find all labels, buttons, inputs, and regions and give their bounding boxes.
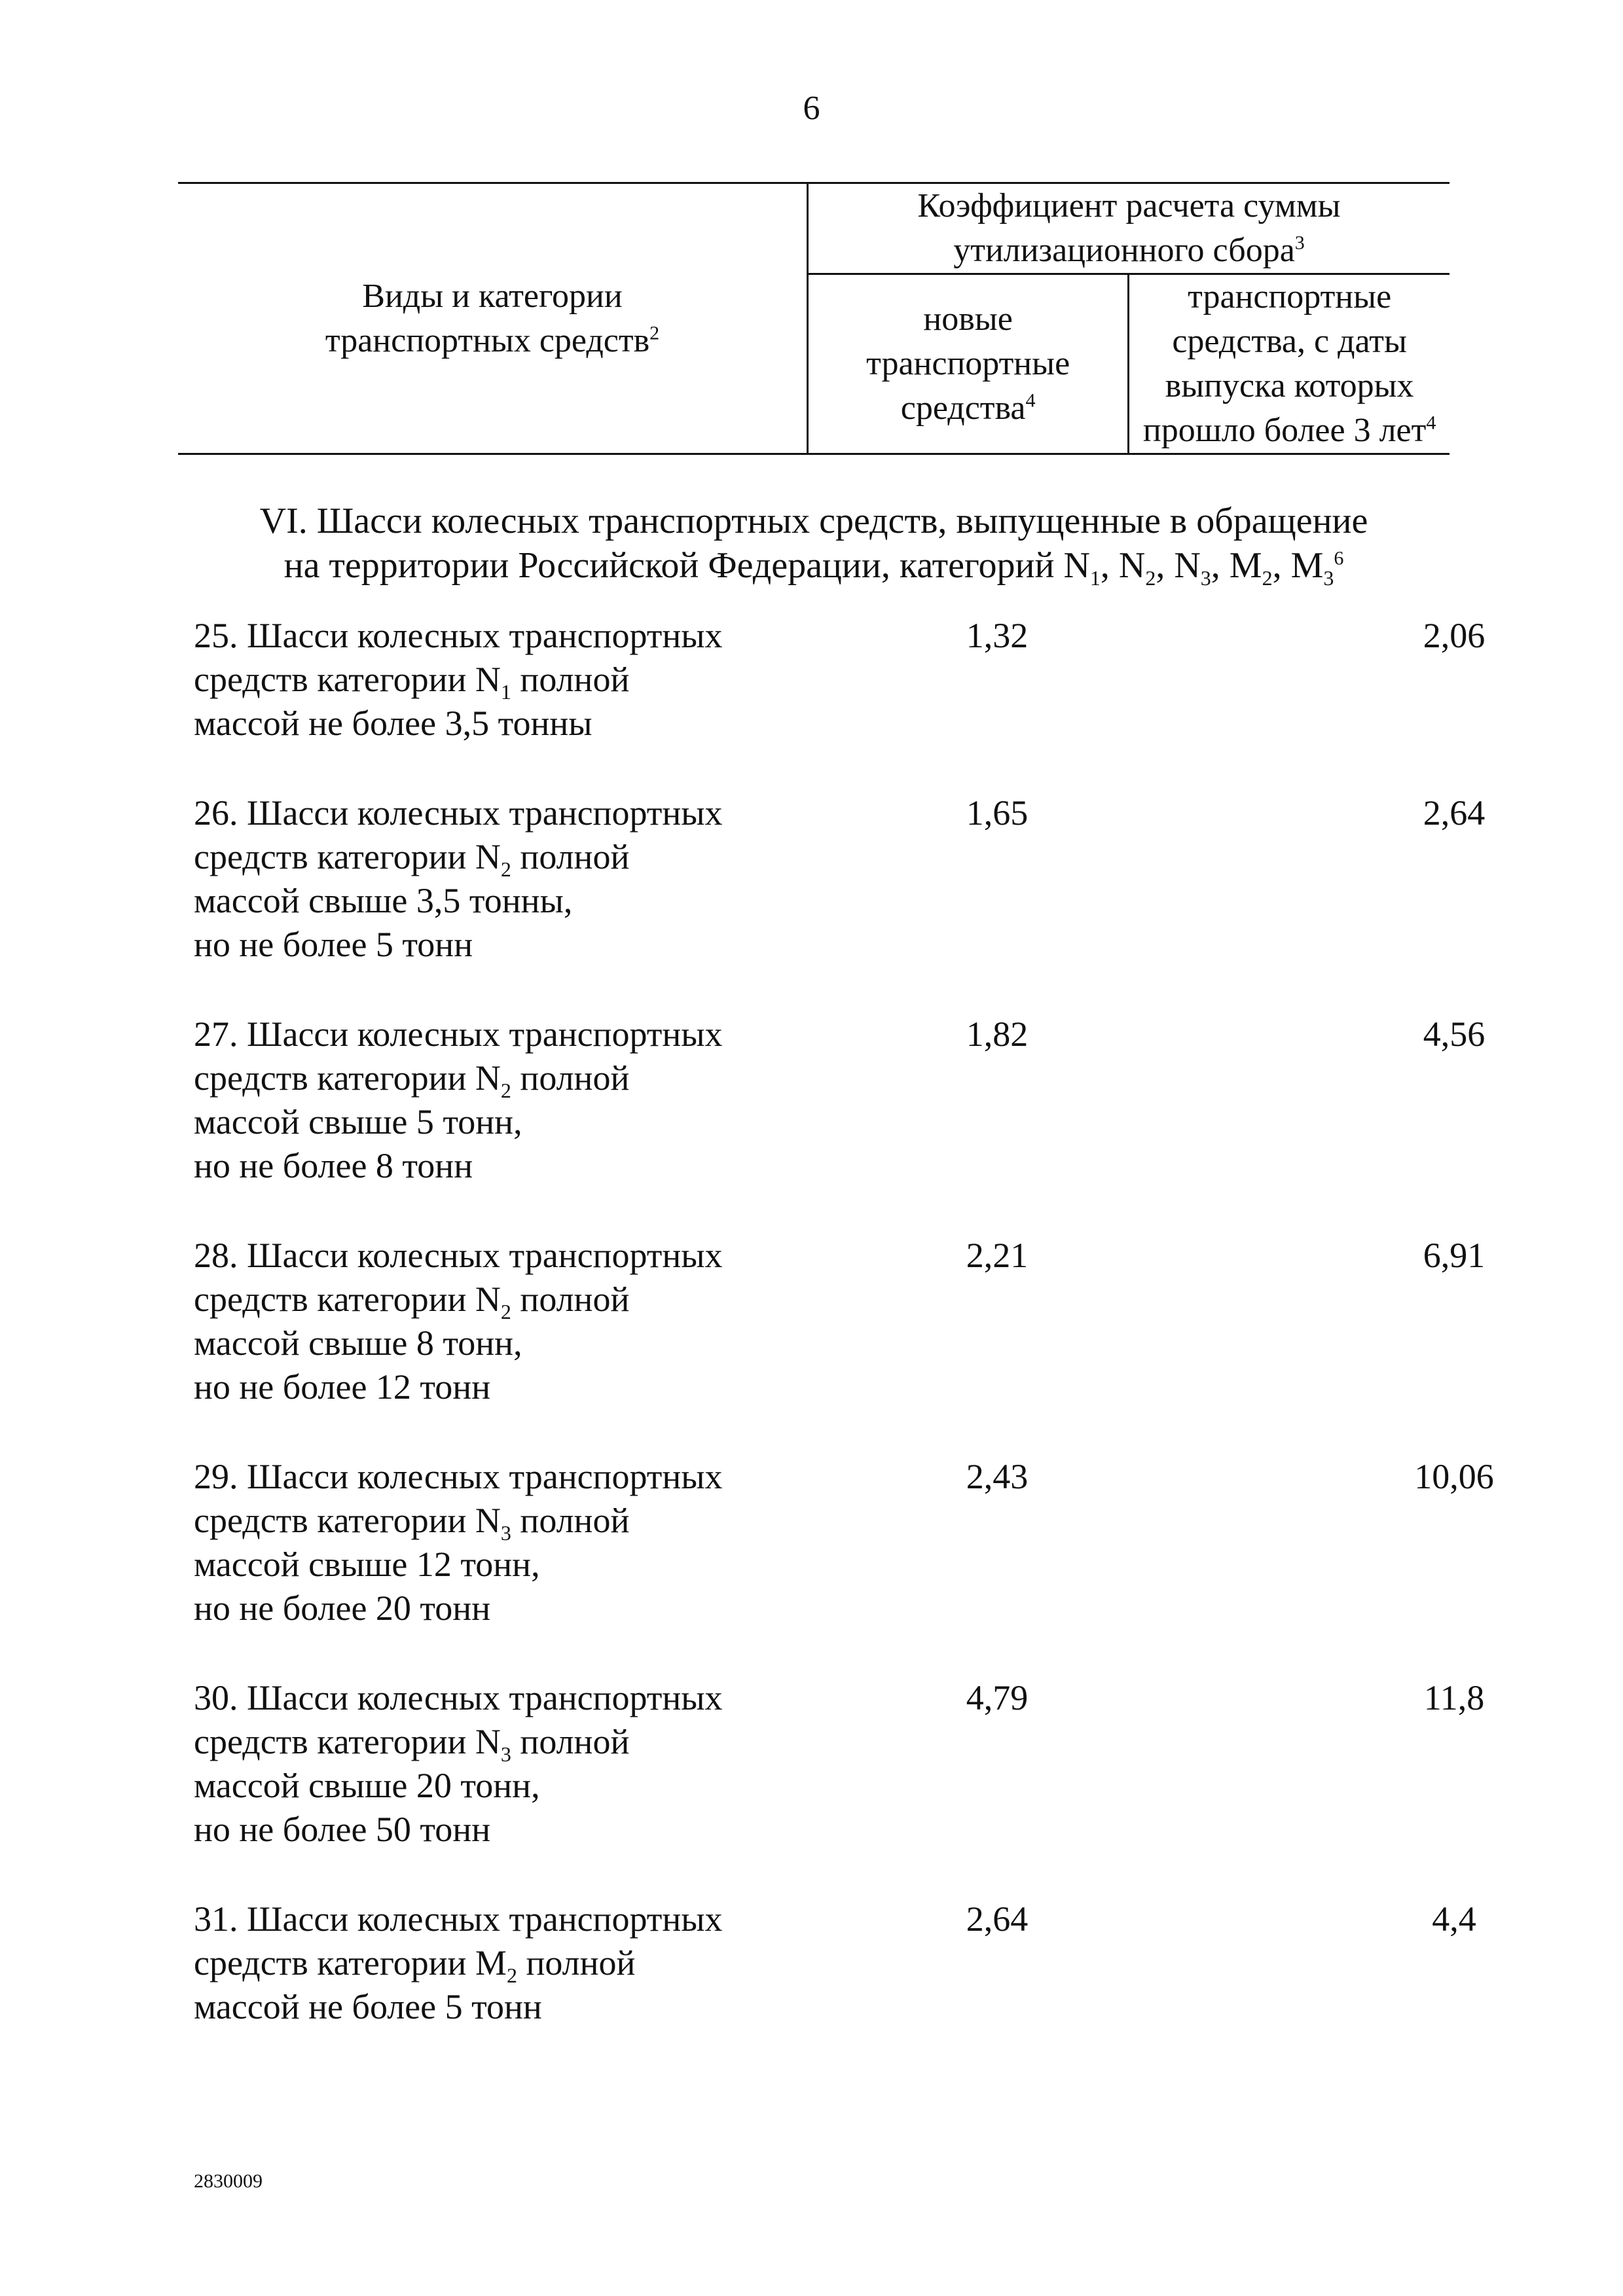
row-old-value: 6,91 xyxy=(1423,1236,1486,1275)
section-sub: 3 xyxy=(1200,566,1211,590)
row-old-value: 2,06 xyxy=(1423,616,1486,655)
header-coef-line1: Коэффициент расчета суммы xyxy=(917,187,1341,224)
row-line: 31. Шасси колесных транспортных xyxy=(194,1899,723,1939)
row-text: средств категории N xyxy=(194,660,501,699)
table-body xyxy=(194,614,1494,2075)
header-kinds-cell xyxy=(178,183,808,454)
section-title xyxy=(178,499,1450,588)
row-category-sub: 2 xyxy=(500,1078,511,1102)
row-line: но не более 12 тонн xyxy=(194,1367,491,1407)
row-old-value: 4,56 xyxy=(1423,1014,1486,1054)
row-line xyxy=(194,1720,822,1764)
section-sep: , M xyxy=(1211,545,1262,586)
row-line: массой свыше 12 тонн, xyxy=(194,1545,540,1584)
document-code: 2830009 xyxy=(194,2170,263,2192)
table-row xyxy=(194,1013,1486,1188)
row-description xyxy=(194,1455,822,1630)
header-old-line4: прошло более 3 лет xyxy=(1142,412,1427,449)
row-line: но не более 20 тонн xyxy=(194,1588,491,1628)
row-text: средств категории N xyxy=(194,1722,501,1761)
row-text: средств категории M xyxy=(194,1943,507,1982)
row-line xyxy=(194,1278,822,1321)
table-row xyxy=(194,1455,1494,1630)
row-new-value: 2,43 xyxy=(966,1457,1029,1496)
row-description xyxy=(194,1234,822,1409)
row-new-value: 1,32 xyxy=(966,616,1029,655)
table-row xyxy=(194,1897,1476,2029)
row-description xyxy=(194,614,822,745)
header-kinds-line1: Виды и категории xyxy=(362,277,623,315)
row-line: массой не более 3,5 тонны xyxy=(194,704,593,743)
row-new-value: 2,64 xyxy=(966,1899,1029,1939)
row-line: но не более 8 тонн xyxy=(194,1146,473,1185)
row-description xyxy=(194,1676,822,1852)
row-description xyxy=(194,791,822,967)
row-line: но не более 5 тонн xyxy=(194,925,473,964)
row-new-value: 1,82 xyxy=(966,1014,1029,1054)
row-old-value: 11,8 xyxy=(1423,1678,1485,1717)
section-sub: 2 xyxy=(1145,566,1156,590)
section-sep: , M xyxy=(1272,545,1324,586)
row-category-sub: 3 xyxy=(500,1520,511,1545)
row-new-value: 1,65 xyxy=(966,793,1029,833)
row-text: полной xyxy=(511,660,630,699)
header-new-line2: транспортные xyxy=(866,345,1070,382)
table-header xyxy=(178,182,1450,455)
row-description xyxy=(194,1013,822,1188)
header-kinds-footnote: 2 xyxy=(649,322,660,344)
table-row xyxy=(194,614,1486,745)
section-sep: , N xyxy=(1156,545,1201,586)
row-text: полной xyxy=(511,1058,630,1098)
row-line: 29. Шасси колесных транспортных xyxy=(194,1457,723,1496)
row-new-value: 2,21 xyxy=(966,1236,1029,1275)
page-number: 6 xyxy=(803,90,820,127)
row-category-sub: 2 xyxy=(500,857,511,881)
section-footnote: 6 xyxy=(1334,547,1344,569)
row-line xyxy=(194,1941,822,1985)
row-old-value: 4,4 xyxy=(1432,1899,1476,1939)
section-sub: 1 xyxy=(1089,566,1101,590)
row-line: 27. Шасси колесных транспортных xyxy=(194,1014,723,1054)
header-coef-footnote: 3 xyxy=(1294,232,1305,254)
header-new-line3: средства xyxy=(900,389,1026,427)
header-old-line3: выпуска которых xyxy=(1165,367,1414,404)
header-old-line1: транспортные xyxy=(1188,278,1392,315)
row-text: полной xyxy=(511,1501,630,1540)
row-line: массой не более 5 тонн xyxy=(194,1987,542,2026)
section-sep: , N xyxy=(1100,545,1146,586)
header-kinds-line2: транспортных средств xyxy=(325,321,650,359)
header-coef-line2: утилизационного сбора xyxy=(953,232,1295,269)
header-new-footnote: 4 xyxy=(1025,389,1036,412)
row-text: полной xyxy=(517,1943,636,1982)
row-line: 30. Шасси колесных транспортных xyxy=(194,1678,723,1717)
row-line xyxy=(194,835,822,879)
row-line: 28. Шасси колесных транспортных xyxy=(194,1236,723,1275)
row-line: массой свыше 3,5 тонны, xyxy=(194,881,573,920)
table-row xyxy=(194,1676,1485,1852)
row-description xyxy=(194,1897,822,2029)
row-text: средств категории N xyxy=(194,1280,501,1319)
row-text: средств категории N xyxy=(194,1058,501,1098)
row-line: массой свыше 5 тонн, xyxy=(194,1102,522,1141)
row-category-sub: 2 xyxy=(500,1299,511,1323)
row-line: массой свыше 8 тонн, xyxy=(194,1323,522,1363)
row-line xyxy=(194,1056,822,1100)
header-old-footnote: 4 xyxy=(1426,412,1436,434)
row-line: но не более 50 тонн xyxy=(194,1810,491,1849)
row-line xyxy=(194,658,822,702)
header-old-line2: средства, с даты xyxy=(1172,323,1407,360)
row-text: средств категории N xyxy=(194,837,501,876)
row-text: средств категории N xyxy=(194,1501,501,1540)
header-coefficient-cell xyxy=(808,183,1450,274)
row-category-sub: 2 xyxy=(506,1963,517,1987)
table-row xyxy=(194,1234,1486,1409)
row-old-value: 10,06 xyxy=(1414,1457,1494,1496)
row-line: 25. Шасси колесных транспортных xyxy=(194,616,723,655)
header-new-line1: новые xyxy=(923,300,1013,338)
table-row xyxy=(194,791,1486,967)
row-old-value: 2,64 xyxy=(1423,793,1486,833)
row-line: массой свыше 20 тонн, xyxy=(194,1766,540,1805)
row-text: полной xyxy=(511,1722,630,1761)
row-category-sub: 1 xyxy=(500,679,511,704)
row-line xyxy=(194,1499,822,1543)
section-sub: 3 xyxy=(1323,566,1334,590)
section-sub: 2 xyxy=(1262,566,1273,590)
section-title-line1: VI. Шасси колесных транспортных средств, выпущенные в обращение xyxy=(259,501,1368,541)
header-new-vehicles-cell xyxy=(808,274,1129,454)
row-text: полной xyxy=(511,837,630,876)
row-new-value: 4,79 xyxy=(966,1678,1029,1717)
section-title-line2: на территории Российской Федерации, категорий N xyxy=(283,545,1090,586)
row-line: 26. Шасси колесных транспортных xyxy=(194,793,723,833)
row-text: полной xyxy=(511,1280,630,1319)
row-category-sub: 3 xyxy=(500,1742,511,1766)
header-old-vehicles-cell xyxy=(1129,274,1450,454)
